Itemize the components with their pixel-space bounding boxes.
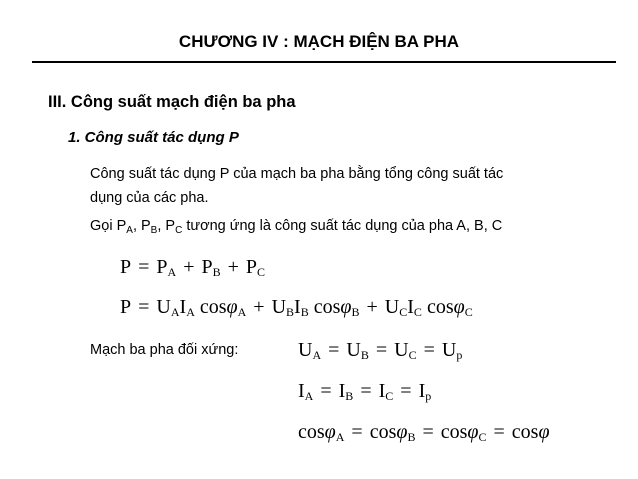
phi-symbol: φ [467, 421, 479, 443]
cos-function: cos [369, 421, 397, 443]
paragraph-line-3 [90, 218, 502, 236]
phi-symbol: φ [226, 296, 238, 318]
title-divider [32, 61, 616, 63]
phi-symbol: φ [396, 421, 408, 443]
equation-power-factor [298, 421, 550, 445]
symbol-p: P [141, 218, 151, 234]
page-title: CHƯƠNG IV : MẠCH ĐIỆN BA PHA [178, 32, 460, 51]
cos-function: cos [298, 421, 325, 443]
plus-sign: + [227, 256, 239, 278]
symbol-i: I [294, 296, 301, 318]
sub-a: A [186, 305, 195, 319]
sub-a: A [312, 348, 322, 362]
cos-function: cos [426, 296, 454, 318]
cos-function: cos [511, 421, 539, 443]
sub-c: C [175, 225, 183, 236]
paragraph-line-1: Công suất tác dụng P của mạch ba pha bằng tổng công suất tác [90, 166, 504, 182]
phi-symbol: φ [340, 296, 352, 318]
symbol-u: U [271, 296, 287, 318]
plus-sign: + [253, 296, 265, 318]
equals-sign: = [138, 256, 150, 278]
symbol-i: I [338, 380, 346, 402]
sub-b: B [212, 265, 221, 279]
symbol-i: I [378, 380, 386, 402]
plus-sign: + [366, 296, 378, 318]
equals-sign: = [423, 339, 435, 361]
equals-sign: = [400, 380, 412, 402]
cos-function: cos [313, 296, 341, 318]
symbol-u: U [384, 296, 400, 318]
symbol-i: I [298, 380, 305, 402]
symbol-p: P [156, 256, 168, 278]
sub-b: B [407, 430, 416, 444]
symbol-u: U [156, 296, 171, 318]
equals-sign: = [320, 380, 332, 402]
plus-sign: + [183, 256, 195, 278]
symbol-i: I [418, 380, 426, 402]
symbol-p: P [245, 256, 258, 278]
equals-sign: = [328, 339, 340, 361]
equals-sign: = [138, 296, 150, 318]
equals-sign: = [422, 421, 434, 443]
equals-sign: = [351, 421, 363, 443]
sub-a: A [304, 389, 314, 403]
sub-c: C [413, 305, 422, 319]
sub-p: p [456, 348, 463, 362]
sub-a: A [170, 305, 180, 319]
sub-a: A [126, 225, 133, 236]
phi-symbol: φ [453, 296, 465, 318]
equals-sign: = [360, 380, 372, 402]
equation-total-power [120, 256, 265, 280]
sub-b: B [300, 305, 309, 319]
cos-function: cos [199, 296, 227, 318]
sub-c: C [399, 305, 408, 319]
comma: , [132, 218, 141, 234]
comma: , [157, 218, 166, 234]
equation-current [298, 380, 431, 404]
sub-b: B [286, 305, 295, 319]
phi-symbol: φ [538, 421, 550, 443]
symbol-i: I [407, 296, 414, 318]
equation-voltage [298, 339, 462, 363]
symbol-p: P [165, 218, 176, 234]
symbol-u: U [394, 339, 409, 361]
sub-b: B [351, 305, 360, 319]
symbol-p: P [201, 256, 213, 278]
sub-c: C [257, 265, 266, 279]
equation-phase-power [120, 296, 473, 320]
symbol-u: U [346, 339, 361, 361]
sub-c: C [385, 389, 394, 403]
paragraph-line-2: dụng của các pha. [90, 190, 209, 206]
sub-c: C [478, 430, 487, 444]
sub-a: A [237, 305, 247, 319]
sub-a: A [167, 265, 177, 279]
symmetric-label: Mạch ba pha đối xứng: [90, 342, 239, 358]
symbol-p: P [120, 296, 132, 318]
sub-a: A [335, 430, 345, 444]
symbol-i: I [179, 296, 187, 318]
sub-b: B [360, 348, 369, 362]
equals-sign: = [375, 339, 388, 361]
equals-sign: = [493, 421, 505, 443]
sub-c: C [408, 348, 417, 362]
symbol-u: U [441, 339, 457, 361]
section-heading: III. Công suất mạch điện ba pha [48, 93, 296, 111]
sub-b: B [150, 225, 158, 236]
line3-suffix: tương ứng là công suất tác dụng của pha A, B, C [182, 218, 503, 234]
symbol-p: P [120, 256, 132, 278]
cos-function: cos [440, 421, 468, 443]
subsection-heading: 1. Công suất tác dụng P [68, 129, 239, 146]
sub-p: p [425, 389, 432, 403]
sub-b: B [345, 389, 354, 403]
line3-prefix: Gọi P [90, 218, 127, 234]
sub-c: C [464, 305, 473, 319]
symbol-u: U [298, 339, 313, 361]
phi-symbol: φ [324, 421, 336, 443]
